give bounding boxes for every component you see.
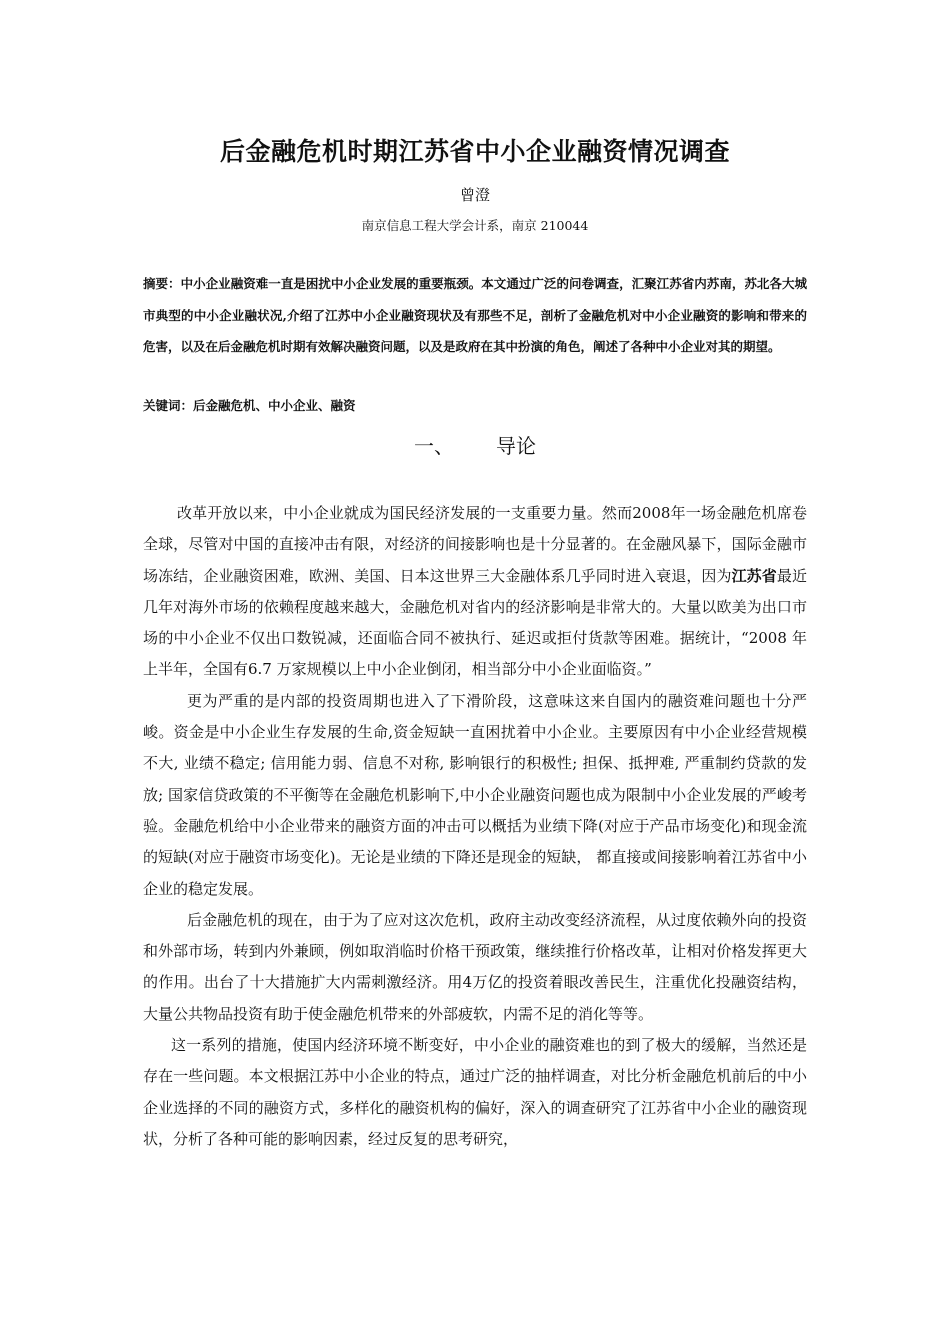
section-title: 导论 [496,434,536,458]
body-text [143,498,807,1155]
abstract: 摘要：中小企业融资难一直是困扰中小企业发展的重要瓶颈。本文通过广泛的问卷调查，汇聚江苏省内苏南，苏北各大城市典型的中小企业融状况,介绍了江苏中小企业融资现状及有那些不足，剖析了金融危机对中小企业融资的影响和带来的危害，以及在后金融危机时期有效解决融资问题，以及是政府在其中扮演的角色，阐述了各种中小企业对其的期望。 [143,276,807,354]
author-affiliation: 南京信息工程大学会计系，南京 210044 [361,218,589,233]
author-name: 曾澄 [459,186,490,204]
section-heading [0,430,950,462]
paragraph-1-text-b: 最近几年对海外市场的依赖程度越来越大，金融危机对省内的经济影响是非常大的。大量以欧美为出口市场的中小企业不仅出口数锐减，还面临合同不被执行、延迟或拒付货款等困难。据统计，“2008 年上半年，全国有6.7 万家规模以上中小企业倒闭，相当部分中小企业面临资。” [143,566,807,679]
section-number: 一、 [414,434,454,458]
paragraph-1-bold-term: 江苏省 [731,566,777,585]
paragraph-4: 这一系列的措施，使国内经济环境不断变好，中小企业的融资难也的到了极大的缓解，当然还是存在一些问题。本文根据江苏中小企业的特点，通过广泛的抽样调查，对比分析金融危机前后的中小企业选择的不同的融资方式，多样化的融资机构的偏好，深入的调查研究了江苏省中小企业的融资现状，分析了各种可能的影响因素，经过反复的思考研究， [143,1036,807,1148]
paragraph-2: 更为严重的是内部的投资周期也进入了下滑阶段，这意味这来自国内的融资难问题也十分严峻。资金是中小企业生存发展的生命,资金短缺一直困扰着中小企业。主要原因有中小企业经营规模不大, 业绩不稳定; 信用能力弱、信息不对称, 影响银行的积极性; 担保、抵押难, 严重制约贷款的发放; 国家信贷政策的不平衡等在金融危机影响下,中小企业融资问题也成为限制中小企业发展的严峻考验。金融危机给中小企业带来的融资方面的冲击可以概括为业绩下降(对应于产品市场变化)和现金流的短缺(对应于融资市场变化)。无论是业绩的下降还是现金的短缺， 都直接或间接影响着江苏省中小企业的稳定发展。 [143,691,807,898]
paragraph-1 [143,498,807,686]
paragraph-1-text-a: 改革开放以来，中小企业就成为国民经济发展的一支重要力量。然而2008年一场金融危机席卷全球，尽管对中国的直接冲击有限，对经济的间接影响也是十分显著的。在金融风暴下，国际金融市场冻结，企业融资困难，欧洲、美国、日本这世界三大金融体系几乎同时进入衰退，因为 [143,504,807,585]
keywords: 关键词：后金融危机、中小企业、融资 [143,398,356,413]
paper-title: 后金融危机时期江苏省中小企业融资情况调查 [219,137,730,166]
paragraph-3: 后金融危机的现在，由于为了应对这次危机，政府主动改变经济流程，从过度依赖外向的投资和外部市场，转到内外兼顾，例如取消临时价格干预政策，继续推行价格改革，让相对价格发挥更大的作用。出台了十大措施扩大内需刺激经济。用4万亿的投资着眼改善民生，注重优化投融资结构，大量公共物品投资有助于使金融危机带来的外部疲软，内需不足的消化等等。 [143,910,807,1023]
